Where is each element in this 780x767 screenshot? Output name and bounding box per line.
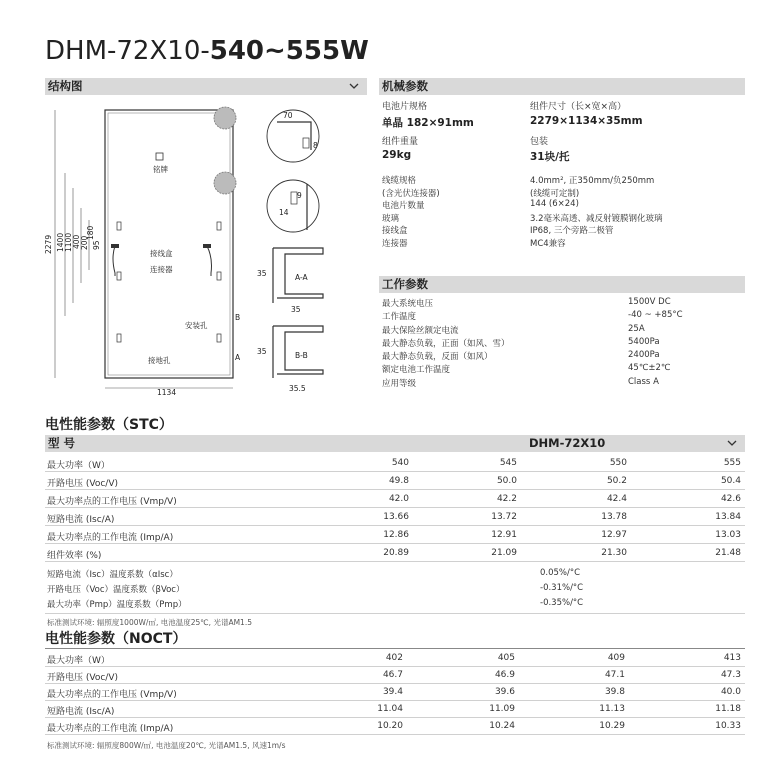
dim-35-b: 35 (291, 305, 301, 314)
param-value: 45℃±2℃ (628, 363, 671, 374)
noct-row (45, 718, 745, 735)
cell-value: 39.6 (494, 687, 515, 697)
coeff-value: -0.35%/°C (540, 598, 584, 608)
row-label: 最大功率点的工作电压 (Vmp/V) (47, 690, 177, 700)
param-row (382, 324, 742, 337)
spec-row (382, 187, 742, 200)
coeff-value: -0.31%/°C (540, 583, 584, 593)
cell-value: 46.7 (382, 670, 403, 680)
spec-label: (含光伏连接器) (382, 188, 440, 199)
model-label: 型 号 (48, 436, 76, 450)
section-bb-label: B-B (295, 351, 308, 360)
cell-value: 13.84 (715, 512, 741, 522)
dim-1400: 1400 (56, 232, 65, 252)
row-label: 开路电压 (Voc/V) (47, 673, 118, 683)
cell-value: 409 (607, 653, 625, 663)
noct-row (45, 701, 745, 718)
spec-value: MC4兼容 (530, 238, 566, 249)
dim-9: 9 (297, 191, 302, 200)
height-dim-label: 2279 (44, 234, 53, 254)
param-label: 工作温度 (382, 312, 417, 323)
row-label: 最大功率点的工作电流 (Imp/A) (47, 724, 174, 734)
row-label: 最大功率点的工作电流 (Imp/A) (47, 533, 174, 543)
coeff-label: 开路电压（Voc）温度系数（βVoc） (47, 585, 185, 595)
param-value: -40 ~ +85°C (628, 310, 683, 321)
cell-value: 12.91 (491, 530, 517, 540)
spec-row (382, 199, 742, 212)
param-row (382, 377, 742, 390)
cell-value: 540 (391, 458, 409, 468)
packing-label: 包装 (530, 137, 549, 147)
cell-value: 13.66 (383, 512, 409, 522)
dim-70: 70 (283, 111, 293, 120)
cell-spec-value: 单晶 182×91mm (382, 117, 474, 129)
weight-label: 组件重量 (382, 137, 419, 147)
cell-value: 47.1 (604, 670, 625, 680)
cell-value: 20.89 (383, 548, 409, 558)
page-title: DHM-72X10-540~555W (45, 36, 369, 66)
b-mark: B (235, 313, 241, 322)
cell-value: 13.03 (715, 530, 741, 540)
spec-value: 3.2毫米高透、减反射镀膜钢化玻璃 (530, 213, 663, 224)
cell-value: 12.97 (601, 530, 627, 540)
packing-value: 31块/托 (530, 151, 570, 163)
cell-value: 40.0 (720, 687, 741, 697)
stc-row (45, 455, 745, 472)
param-label: 额定电池工作温度 (382, 365, 451, 376)
row-label: 短路电流 (Isc/A) (47, 707, 115, 717)
cell-value: 50.2 (606, 476, 627, 486)
spec-value: 144 (6×24) (530, 199, 579, 209)
mechanical-section-header[interactable] (379, 78, 745, 95)
cell-value: 21.09 (491, 548, 517, 558)
mounting-hole-label: 安装孔 (185, 321, 208, 330)
param-value: 25A (628, 323, 645, 334)
cell-value: 42.6 (720, 494, 741, 504)
coeff-row (45, 566, 745, 581)
cell-value: 10.33 (715, 721, 741, 731)
spec-row (382, 237, 742, 250)
row-label: 最大功率（W） (47, 656, 110, 666)
cell-value: 13.72 (491, 512, 517, 522)
section-aa-label: A-A (295, 273, 308, 282)
param-value: 1500V DC (628, 297, 671, 307)
cell-value: 402 (385, 653, 403, 663)
cell-value: 47.3 (720, 670, 741, 680)
param-row (382, 310, 742, 323)
cell-value: 550 (609, 458, 627, 468)
cell-value: 42.2 (496, 494, 517, 504)
working-section-header[interactable] (379, 276, 745, 293)
stc-title: 电性能参数（STC） (45, 417, 173, 433)
stc-row (45, 545, 745, 562)
spec-row (382, 224, 742, 237)
cell-value: 42.4 (606, 494, 627, 504)
param-value: 5400Pa (628, 336, 660, 347)
cell-value: 555 (723, 458, 741, 468)
cell-value: 11.18 (715, 704, 741, 714)
param-label: 应用等级 (382, 378, 417, 389)
row-label: 最大功率点的工作电压 (Vmp/V) (47, 497, 177, 507)
param-row (382, 297, 742, 310)
a-mark: A (235, 353, 241, 362)
coeff-label: 最大功率（Pmp）温度系数（Pmp） (47, 600, 187, 610)
row-label: 组件效率 (%) (47, 551, 102, 561)
cell-value: 50.0 (496, 476, 517, 486)
dim-95: 95 (92, 240, 101, 250)
param-label: 最大静态负载，正面（如风、雪） (382, 338, 510, 349)
spec-label: 线缆规格 (382, 176, 417, 186)
noct-test-note: 标准测试环境: 辐照度800W/㎡, 电池温度20℃, 光谱AM1.5, 风速1m/s (47, 741, 286, 750)
mechanical-header-label: 机械参数 (382, 79, 428, 93)
cell-value: 46.9 (494, 670, 515, 680)
connector-label: 连接器 (150, 265, 173, 274)
cell-value: 13.78 (601, 512, 627, 522)
structure-section-header[interactable] (45, 78, 367, 95)
module-size-value: 2279×1134×35mm (530, 115, 643, 127)
dim-200: 200 (80, 235, 89, 250)
noct-row (45, 650, 745, 667)
cell-value: 413 (723, 653, 741, 663)
coeff-row (45, 581, 745, 596)
param-row (382, 350, 742, 363)
cell-value: 11.13 (599, 704, 625, 714)
dim-8: 8 (313, 141, 318, 150)
param-label: 最大系统电压 (382, 299, 434, 309)
cell-spec-label: 电池片规格 (382, 102, 428, 112)
chevron-down-icon[interactable] (727, 438, 737, 448)
spec-label: 电池片数量 (382, 201, 425, 211)
cell-value: 11.04 (377, 704, 403, 714)
dim-180: 180 (86, 225, 95, 240)
module-structure-drawing (45, 98, 367, 398)
spec-value: 4.0mm², 正350mm/负250mm (530, 176, 655, 186)
cell-value: 21.48 (715, 548, 741, 558)
cell-value: 42.0 (388, 494, 409, 504)
stc-row (45, 491, 745, 508)
spec-label: 连接器 (382, 238, 408, 249)
stc-row (45, 509, 745, 526)
module-size-label: 组件尺寸（长×宽×高） (530, 102, 627, 112)
width-dim-label: 1134 (157, 388, 177, 397)
cell-value: 49.8 (388, 476, 409, 486)
stc-row (45, 473, 745, 490)
temp-coeff-block (45, 566, 745, 614)
noct-divider (45, 648, 745, 649)
spec-value: (线缆可定制) (530, 188, 580, 199)
spec-label: 玻璃 (382, 213, 400, 224)
noct-row (45, 667, 745, 684)
cell-value: 50.4 (720, 476, 741, 486)
param-value: Class A (628, 376, 659, 387)
cell-value: 12.86 (383, 530, 409, 540)
cell-value: 11.09 (489, 704, 515, 714)
model-value: DHM-72X10 (529, 436, 606, 450)
dim-1100: 1100 (64, 232, 73, 252)
cell-value: 10.29 (599, 721, 625, 731)
cell-value: 10.20 (377, 721, 403, 731)
spec-row (382, 174, 742, 187)
param-value: 2400Pa (628, 350, 660, 361)
coeff-value: 0.05%/°C (540, 568, 581, 578)
noct-row (45, 684, 745, 701)
cell-value: 10.24 (489, 721, 515, 731)
cell-value: 39.8 (604, 687, 625, 697)
spec-row (382, 212, 742, 225)
dim-400: 400 (72, 234, 81, 249)
structure-header-label: 结构图 (48, 79, 83, 93)
dim-35-a: 35 (257, 269, 267, 278)
model-header-bar[interactable] (45, 435, 745, 452)
working-param-list (382, 297, 742, 390)
spec-label: 接线盒 (382, 226, 408, 236)
dim-14: 14 (279, 208, 289, 217)
row-label: 短路电流 (Isc/A) (47, 515, 115, 525)
cell-value: 405 (497, 653, 515, 663)
noct-title: 电性能参数（NOCT） (45, 631, 187, 647)
stc-test-note: 标准测试环境: 辐照度1000W/㎡, 电池温度25℃, 光谱AM1.5 (47, 618, 252, 627)
cell-value: 39.4 (382, 687, 403, 697)
coeff-label: 短路电流（Isc）温度系数（αIsc） (47, 570, 178, 580)
mechanical-spec-list (382, 174, 742, 249)
param-row (382, 337, 742, 350)
param-label: 最大静态负载，反面（如风） (382, 352, 493, 363)
dim-35-5: 35.5 (289, 384, 306, 393)
weight-value: 29kg (382, 149, 412, 161)
spec-value: IP68, 三个旁路二极管 (530, 226, 614, 236)
param-row (382, 363, 742, 376)
param-label: 最大保险丝额定电流 (382, 325, 459, 336)
ground-hole-label: 接地孔 (148, 356, 171, 365)
junction-box-label: 接线盒 (150, 249, 173, 258)
nameplate-label: 铭牌 (153, 165, 168, 174)
chevron-down-icon[interactable] (349, 81, 359, 91)
row-label: 开路电压 (Voc/V) (47, 479, 118, 489)
cell-value: 545 (499, 458, 517, 468)
row-label: 最大功率（W） (47, 461, 110, 471)
dim-35-c: 35 (257, 347, 267, 356)
coeff-row (45, 596, 745, 611)
working-header-label: 工作参数 (382, 277, 428, 291)
stc-row (45, 527, 745, 544)
cell-value: 21.30 (601, 548, 627, 558)
